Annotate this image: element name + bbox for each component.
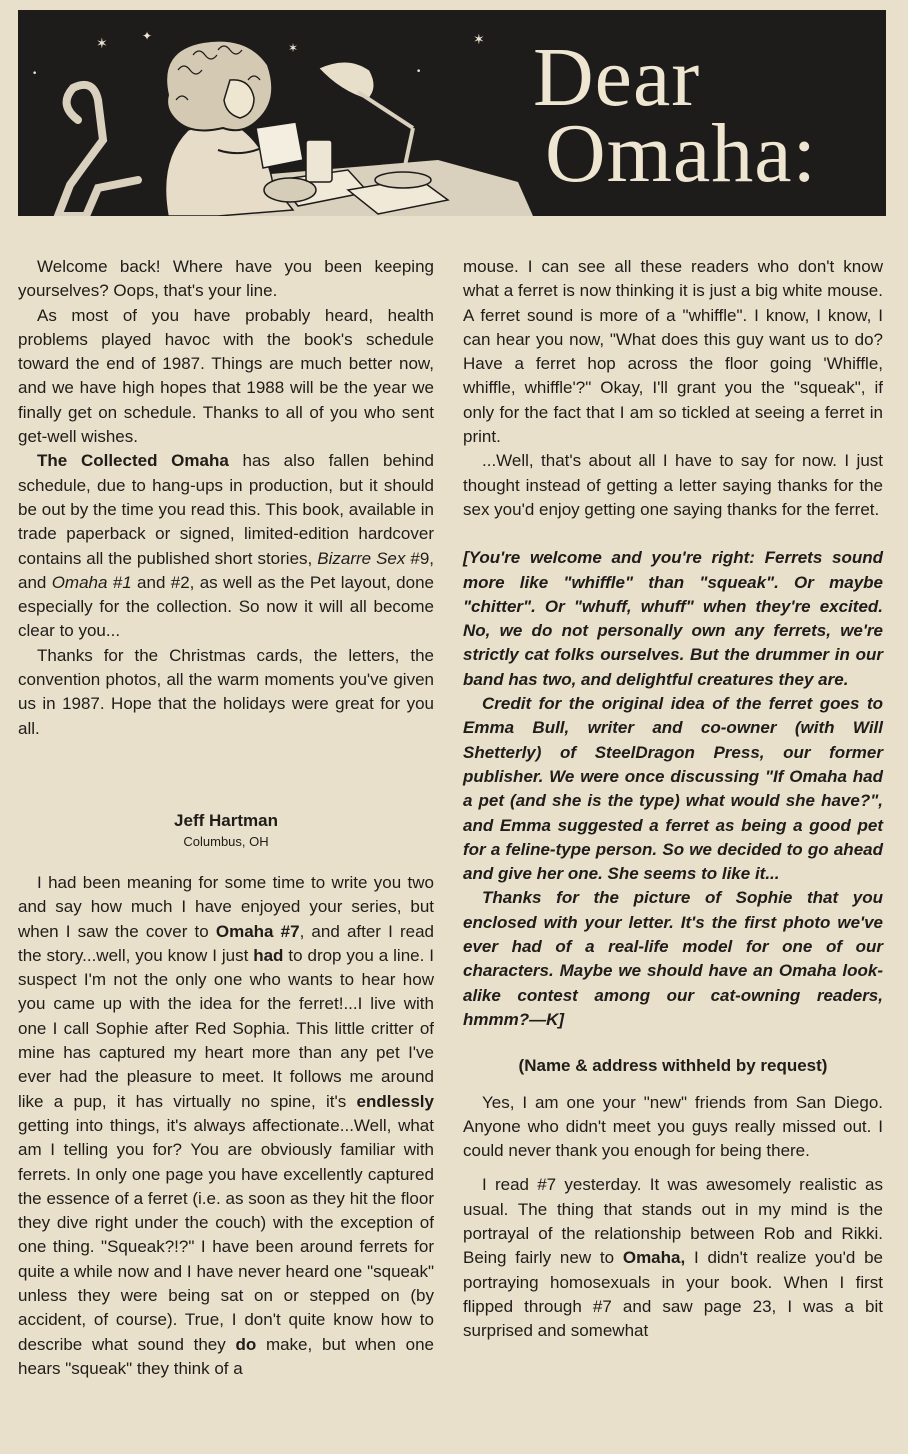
title-line-omaha: Omaha: <box>545 107 817 200</box>
editorial-paragraph-1: Welcome back! Where have you been keeping yourselves? Oops, that's your line. <box>18 257 434 301</box>
svg-text:•: • <box>416 67 422 77</box>
letter-continuation: mouse. I can see all these readers who don't know what a ferret is now thinking it is just a big white mouse. A ferret sound is more of a "whiffle". I know, I know, I can hear you now, "What does this guy want us to do? Have a ferret hop across the floor going 'Whiffle, whiffle, whiffle'?" Okay, I'll grant you the "squeak", if only for the fact that I am so tickled at seeing a ferret in print. <box>463 257 883 447</box>
anonymous-letter-paragraph-2: I read #7 yesterday. It was awesomely realistic as usual. The thing that stands out in my mind is the portrayal of the relationship between Rob and Rikki. Being fairly new to Omaha, I didn't realize you'd be portraying homosexuals in your book. When I first flipped through #7 and saw page 23, I was a bit surprised and somewhat <box>463 1175 884 1341</box>
right-column <box>463 255 883 1343</box>
page-title <box>533 31 873 200</box>
svg-text:✦: ✦ <box>142 29 153 43</box>
editorial-paragraph-4: Thanks for the Christmas cards, the letters, the convention photos, all the warm moments you've given us in 1987. Hope that the holidays were great for you all. <box>18 645 434 738</box>
left-column <box>18 255 434 1381</box>
svg-text:✶: ✶ <box>96 36 108 52</box>
anonymous-letter-paragraph-1: Yes, I am one your "new" friends from San Diego. Anyone who didn't meet you guys really missed out. I could never thank you enough for being there. <box>463 1092 883 1161</box>
omaha-writing-illustration <box>18 10 538 216</box>
reply-paragraph-3: Thanks for the picture of Sophie that you enclosed with your letter. It's the first photo we've ever had of a real-life model for one of our characters. Maybe we should have an Omaha look-alike contest among our cat-owning readers, hmmm?—K] <box>463 888 883 1029</box>
svg-text:✶: ✶ <box>473 32 485 48</box>
editorial-paragraph-2: As most of you have probably heard, health problems played havoc with the book's schedule toward the end of 1987. Things are much better now, and we have high hopes that 1988 will be the year we finally get on schedule. Thanks to all of you who sent get-well wishes. <box>18 305 434 447</box>
letter-body-hartman: I had been meaning for some time to write you two and say how much I have enjoyed your series, but when I saw the cover to Omaha #7, and after I read the story...well, you know I just had to drop you a line. I suspect I'm not the only one who wants to hear how you came up with the idea for the ferret!...I live with one I call Sophie after Red Sophia. This little critter of mine has captured my heart more than any pet I've ever had the pleasure to meet. It follows me around like a pup, it has virtually no spine, it's endlessly getting into things, it's always affectionate...Well, what am I telling you for? You are obviously familiar with ferrets. In only one page you have excellently captured the essence of a ferret (i.e. as soon as they hit the floor they dive right under the couch) with the exception of one thing. "Squeak?!?" I have been around ferrets for quite a while now and I have never heard one "squeak" unless they were being sat on or stepped on (by accident, of course). True, I don't quite know how to describe what sound they do make, but when one hears "squeak" they think of a <box>18 872 434 1378</box>
letter-location: Columbus, OH <box>183 833 269 849</box>
letter-closing: ...Well, that's about all I have to say for now. I just thought instead of getting a letter saying thanks for the sex you'd enjoy getting one saying thanks for the ferret. <box>463 451 883 519</box>
svg-text:•: • <box>32 69 38 79</box>
reply-paragraph-1: [You're welcome and you're right: Ferrets sound more like "whiffle" than "squeak". Or maybe "chitter". Or "whuff, whuff" when they're excited. No, we do not personally own any ferrets, we're strictly cat folks ourselves. But the drummer in our band has two, and delightful creatures they are. <box>463 548 883 689</box>
anonymous-letter-heading: (Name & address withheld by request) <box>518 1056 828 1076</box>
header-banner <box>18 10 886 216</box>
book-title-bold: The Collected Omaha <box>37 451 229 471</box>
editorial-paragraph-3: The Collected Omaha has also fallen behind schedule, due to hang-ups in production, but it should be out by the time you read this. This book, available in trade paperback or signed, limited-edition hardcover contains all the published short stories, Bizarre Sex #9, and Omaha #1 and #2, as well as the Pet layout, done especially for the collection. So now it will all become clear to you... <box>18 451 435 641</box>
editor-reply <box>463 546 883 1032</box>
title-line-dear: Dear <box>533 31 701 124</box>
reply-paragraph-2: Credit for the original idea of the ferret goes to Emma Bull, writer and co-owner (with Will Shetterly) of SteelDragon Press, our former publisher. We were once discussing "If Omaha had a pet (and she is the type) what would she have?", and Emma suggested a ferret as being a good pet for a feline-type person. So we decided to go ahead and give her one. She seems to like it... <box>463 694 883 884</box>
letter-signature <box>18 809 434 851</box>
letter-author: Jeff Hartman <box>174 810 278 830</box>
svg-text:✶: ✶ <box>288 41 299 55</box>
